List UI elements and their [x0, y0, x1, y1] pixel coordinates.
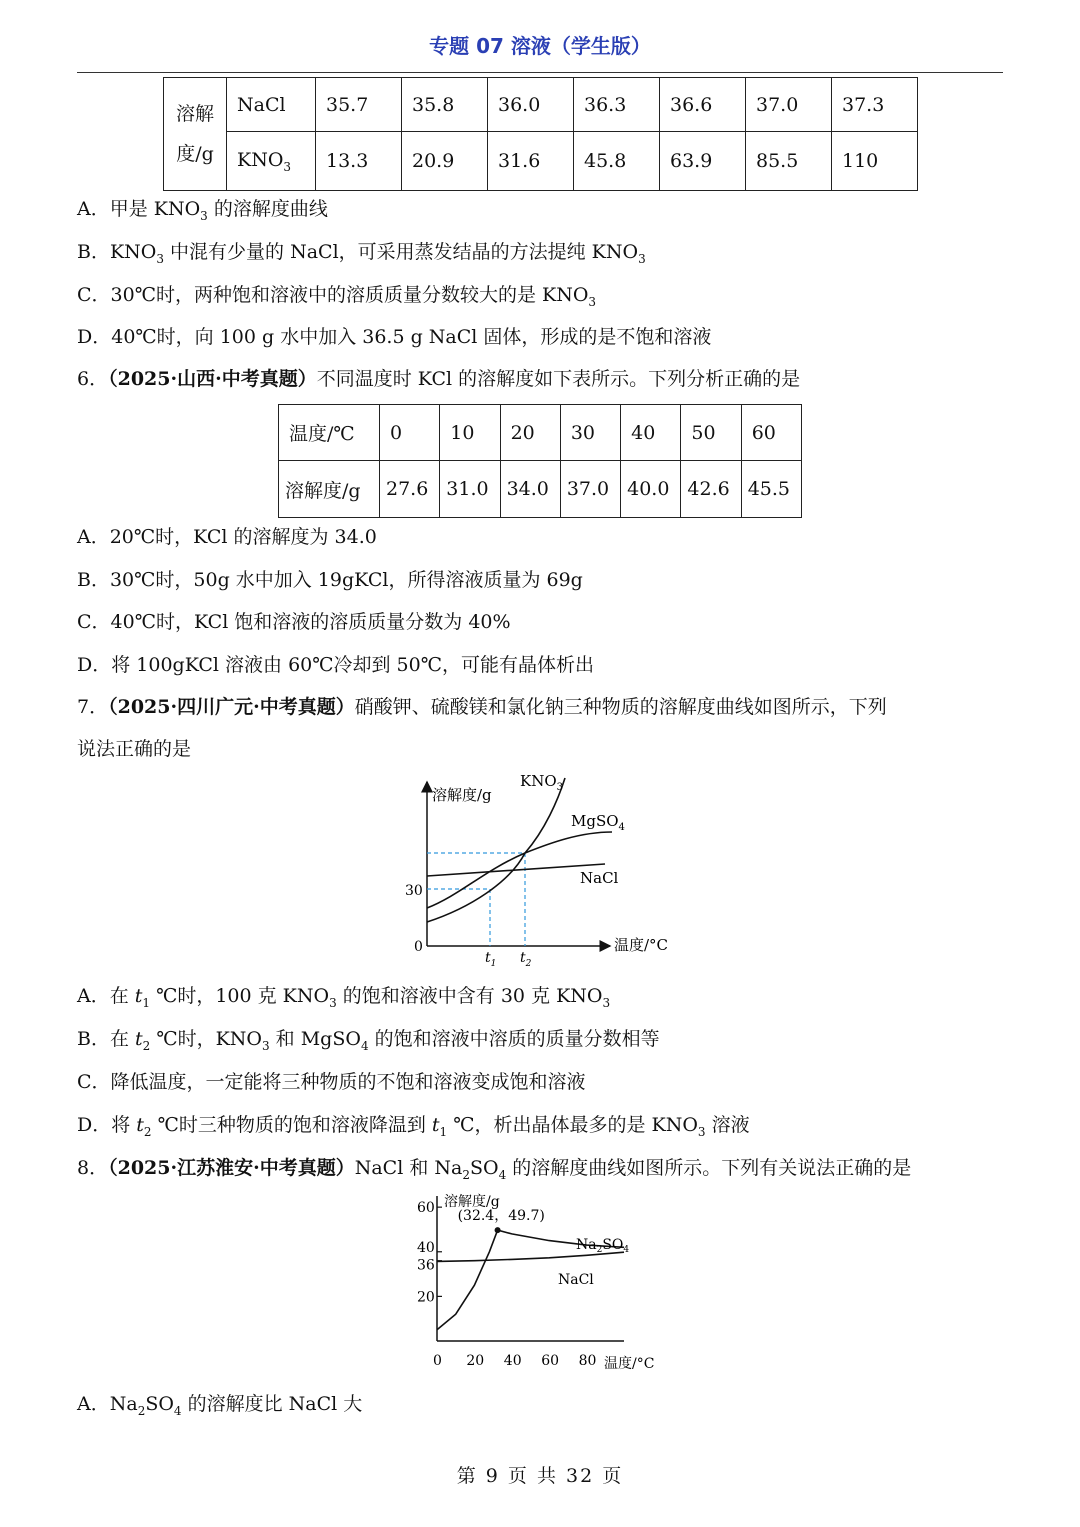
q6-cell: 45.5	[741, 461, 801, 518]
q7-option-c: C．降低温度，一定能将三种物质的不饱和溶液变成饱和溶液	[77, 1071, 586, 1093]
page-footer: 第 9 页 共 32 页	[456, 1465, 624, 1487]
q5-option-c: C．30℃时，两种饱和溶液中的溶质质量分数较大的是 $KNO_3$	[77, 284, 597, 309]
q8-y-label: 溶解度/g	[444, 1194, 500, 1210]
q6-cell: 42.6	[681, 461, 741, 518]
q5-cell: 20.9	[402, 132, 488, 191]
q8-x-tick-label: 20	[466, 1353, 485, 1369]
q7-y-tick-30: 30	[405, 883, 423, 899]
q6-cell: 10	[440, 405, 500, 461]
q8-x-tick-label: 60	[541, 1353, 560, 1369]
q5-cell: 85.5	[746, 132, 832, 191]
q8-peak-annotation: (32.4，49.7)	[457, 1208, 545, 1225]
q5-cell: 110	[832, 132, 918, 191]
q6-cell: 20	[500, 405, 560, 461]
q8-y-tick-label: 40	[417, 1239, 435, 1256]
q6-option-c: C．40℃时，KCl 饱和溶液的溶质质量分数为 40%	[77, 611, 511, 633]
q5-cell: 63.9	[660, 132, 746, 191]
q7-label-kno3: $KNO_3$	[520, 772, 564, 793]
q8-option-a: A．$Na_2SO_4$ 的溶解度比 NaCl 大	[77, 1393, 363, 1418]
q6-cell: 40	[621, 405, 681, 461]
q6-option-a: A．20℃时，KCl 的溶解度为 34.0	[77, 526, 377, 548]
q5-nacl-label: NaCl	[227, 78, 316, 132]
q5-cell: 37.0	[746, 78, 832, 132]
q7-stem-line2: 说法正确的是	[77, 738, 192, 760]
q6-option-d: D．将 100gKCl 溶液由 60℃冷却到 50℃，可能有晶体析出	[77, 654, 594, 676]
q6-cell: 37.0	[560, 461, 620, 518]
q5-cell: 36.3	[574, 78, 660, 132]
q7-label-mgso4: MgSO$_4$	[571, 812, 625, 833]
q6-solubility-label: 溶解度/g	[279, 461, 380, 518]
q5-cell: 36.0	[488, 78, 574, 132]
q8-x-tick-label: 40	[503, 1353, 522, 1369]
q5-option-b: B．$KNO_3$ 中混有少量的 NaCl，可采用蒸发结晶的方法提纯 $KNO_3$	[77, 241, 646, 266]
q8-y-tick-label: 60	[417, 1200, 435, 1217]
q6-kcl-table	[278, 404, 802, 518]
q6-temp-label: 温度/℃	[279, 405, 380, 461]
q7-marker-t1: $t_1$	[485, 950, 497, 969]
q5-solubility-table	[163, 77, 918, 191]
q5-cell: 35.7	[316, 78, 402, 132]
q7-option-d: D．将 $t_2$ ℃时三种物质的饱和溶液降温到 $t_1$ ℃，析出晶体最多的是 $KNO_3$ 溶液	[77, 1114, 750, 1139]
q8-label-nacl: NaCl	[558, 1272, 594, 1288]
q8-y-tick-label: 20	[417, 1289, 435, 1306]
page-header-title: 专题 07 溶液（学生版）	[429, 34, 651, 58]
q5-cell: 45.8	[574, 132, 660, 191]
q7-option-b: B．在 $t_2$ ℃时，$KNO_3$ 和 MgSO$_4$ 的饱和溶液中溶质的质量分数相等	[77, 1028, 660, 1053]
q6-cell: 31.0	[440, 461, 500, 518]
q5-option-a: A．甲是 $KNO_3$ 的溶解度曲线	[77, 198, 328, 223]
q5-cell: 37.3	[832, 78, 918, 132]
q7-x-label: 温度/°C	[614, 936, 669, 954]
q8-x-tick-label: 0	[433, 1353, 442, 1369]
q5-cell: 35.8	[402, 78, 488, 132]
q6-cell: 0	[380, 405, 440, 461]
q7-stem-line1: 7．（2025·四川广元·中考真题）硝酸钾、硫酸镁和氯化钠三种物质的溶解度曲线如图所示，下列	[77, 696, 887, 718]
q6-cell: 27.6	[380, 461, 440, 518]
q7-origin-label: 0	[414, 939, 423, 955]
q7-option-a: A．在 $t_1$ ℃时，100 克 $KNO_3$ 的饱和溶液中含有 30 克 $KNO_3$	[77, 985, 611, 1010]
q8-solubility-chart	[410, 1188, 680, 1373]
q6-cell: 60	[741, 405, 801, 461]
q6-stem: 6．（2025·山西·中考真题）不同温度时 KCl 的溶解度如下表所示。下列分析正确的是	[77, 368, 801, 390]
q5-cell: 36.6	[660, 78, 746, 132]
q5-option-d: D．40℃时，向 100 g 水中加入 36.5 g NaCl 固体，形成的是不饱和溶液	[77, 326, 712, 348]
q8-x-tick-label: 80	[578, 1353, 597, 1369]
q5-kno3-label: $KNO_3$	[227, 132, 316, 191]
q7-y-label: 溶解度/g	[432, 786, 492, 804]
q7-label-nacl: NaCl	[580, 869, 619, 887]
header-divider	[77, 72, 1003, 73]
q5-row-label: 溶解度/g	[164, 78, 227, 191]
q5-cell: 13.3	[316, 132, 402, 191]
q6-cell: 50	[681, 405, 741, 461]
q7-solubility-chart	[400, 770, 690, 970]
q5-cell: 31.6	[488, 132, 574, 191]
q8-label-na2so4: $Na_2SO_4$	[576, 1237, 630, 1255]
q7-marker-t2: $t_2$	[520, 950, 532, 969]
q8-x-label: 温度/°C	[604, 1356, 655, 1372]
q6-option-b: B．30℃时，50g 水中加入 19gKCl，所得溶液质量为 69g	[77, 569, 583, 591]
q6-cell: 34.0	[500, 461, 560, 518]
q6-cell: 40.0	[621, 461, 681, 518]
q8-stem: 8．（2025·江苏淮安·中考真题）NaCl 和 $Na_2SO_4$ 的溶解度曲线如图所示。下列有关说法正确的是	[77, 1157, 912, 1182]
q8-y-tick-label: 36	[417, 1257, 435, 1274]
q6-cell: 30	[560, 405, 620, 461]
q8-peak-point	[495, 1227, 501, 1233]
